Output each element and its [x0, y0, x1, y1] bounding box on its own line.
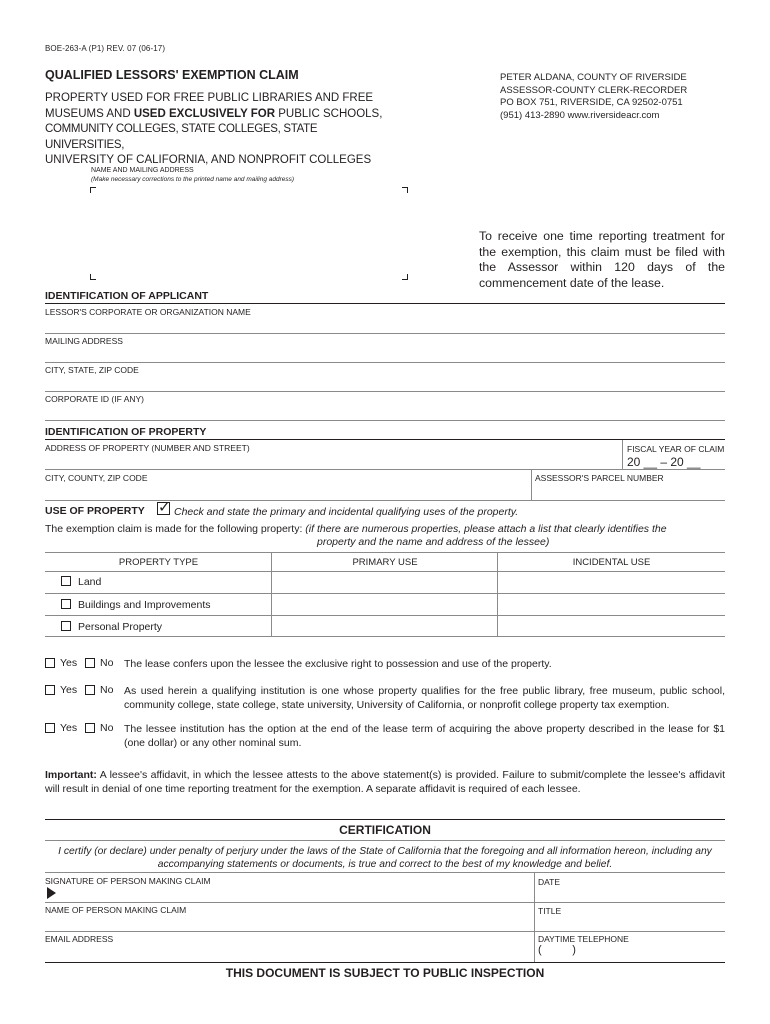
divider [45, 872, 725, 873]
assessor-line-4: (951) 413-2890 www.riversideacr.com [500, 109, 660, 121]
assessor-line-2: ASSESSOR-COUNTY CLERK-RECORDER [500, 84, 688, 96]
header-property-type: PROPERTY TYPE [118, 557, 199, 568]
q2-yes-label: Yes [60, 684, 78, 696]
property-divider [45, 439, 725, 440]
fiscal-year-field[interactable]: 20 __ – 20 __ [627, 455, 701, 469]
address-corner-tr [402, 187, 408, 193]
divider [45, 420, 725, 421]
address-box-label: NAME AND MAILING ADDRESS [91, 167, 194, 174]
mailing-address-area[interactable] [92, 190, 400, 272]
property-city-label: CITY, COUNTY, ZIP CODE [45, 473, 148, 483]
land-primary-use[interactable] [273, 572, 496, 593]
row-label-land: Land [78, 576, 102, 588]
q1-yes-label: Yes [60, 657, 78, 669]
divider [45, 636, 725, 637]
q3-no-label: No [100, 722, 114, 734]
applicant-heading: IDENTIFICATION OF APPLICANT [45, 290, 209, 302]
divider [45, 469, 725, 470]
signature-field[interactable] [60, 886, 530, 901]
land-checkbox[interactable] [61, 576, 71, 586]
subtitle-line-3: COMMUNITY COLLEGES, STATE COLLEGES, STATE UNIVERSITIES, [45, 123, 318, 151]
property-address-field[interactable] [45, 454, 620, 468]
parcel-number-label: ASSESSOR'S PARCEL NUMBER [535, 473, 664, 483]
property-heading: IDENTIFICATION OF PROPERTY [45, 426, 207, 438]
row-label-personal-property: Personal Property [78, 621, 163, 633]
form-subtitle [45, 91, 395, 169]
lessor-name-label: LESSOR'S CORPORATE OR ORGANIZATION NAME [45, 307, 251, 317]
subtitle-line-2: MUSEUMS AND USED EXCLUSIVELY FOR PUBLIC SCHOOLS, [45, 107, 383, 120]
property-city-field[interactable] [45, 484, 530, 499]
q2-no-label: No [100, 684, 114, 696]
certification-text: I certify (or declare) under penalty of perjury under the laws of the State of California that the foregoing and all information hereon, including any accompanying statements or documents, is true and correct to the best of my knowledge and belief. [58, 846, 712, 870]
phone-label: DAYTIME TELEPHONE [538, 934, 629, 944]
claim-text-2: property and the name and address of the lessee) [317, 536, 550, 548]
address-box-hint: (Make necessary corrections to the printed name and mailing address) [91, 176, 295, 183]
corporate-id-label: CORPORATE ID (IF ANY) [45, 394, 145, 404]
divider [45, 552, 725, 553]
check-mark-icon: ✓ [158, 498, 171, 516]
property-address-label: ADDRESS OF PROPERTY (NUMBER AND STREET) [45, 443, 250, 453]
assessor-line-3: PO BOX 751, RIVERSIDE, CA 92502-0751 [500, 97, 683, 108]
divider [45, 391, 725, 392]
date-field[interactable] [538, 887, 724, 901]
divider [534, 873, 535, 963]
divider [45, 962, 725, 963]
q3-yes-checkbox[interactable] [45, 723, 55, 733]
q1-text: The lease confers upon the lessee the exclusive right to possession and use of the property. [124, 658, 552, 670]
use-instruction: Check and state the primary and incidental qualifying uses of the property. [174, 506, 519, 518]
important-notice: Important: A lessee's affidavit, in which the lessee attests to the above statement(s) is provided. Failure to submit/complete the lessee's affidavit will result in denial of one time reporting treatment for the exemption. A separate affidavit is required of each lessee. [45, 769, 725, 795]
header-primary-use: PRIMARY USE [352, 557, 418, 568]
date-label: DATE [538, 877, 561, 887]
divider [497, 552, 498, 636]
q2-text: As used herein a qualifying institution is one whose property qualifies for the free public library, free museum, public school, community college, state college, state university, University of California, or nonprofit college property tax exemption. [124, 685, 725, 711]
divider [45, 840, 725, 841]
email-label: EMAIL ADDRESS [45, 934, 114, 944]
personal-primary-use[interactable] [273, 616, 496, 636]
divider [271, 552, 272, 636]
assessor-block [500, 72, 687, 122]
address-corner-br [402, 274, 408, 280]
phone-field[interactable]: ( ) [538, 944, 576, 956]
q1-yes-checkbox[interactable] [45, 658, 55, 668]
form-title: QUALIFIED LESSORS' EXEMPTION CLAIM [45, 68, 299, 82]
parcel-number-field[interactable] [535, 484, 725, 499]
buildings-incidental-use[interactable] [499, 594, 724, 615]
filing-notice: To receive one time reporting treatment for the exemption, this claim must be filed with the Assessor within 120 days of the commencement date of the lease. [479, 229, 725, 291]
signature-label: SIGNATURE OF PERSON MAKING CLAIM [45, 876, 211, 886]
claim-text: The exemption claim is made for the following property: (if there are numerous properties, please attach a list that clearly identifies the [45, 523, 667, 535]
corporate-id-field[interactable] [45, 405, 725, 420]
fiscal-year-label: FISCAL YEAR OF CLAIM [627, 444, 725, 454]
divider [531, 470, 532, 500]
city-state-zip-field[interactable] [45, 376, 725, 391]
divider [45, 333, 725, 334]
assessor-line-1: PETER ALDANA, COUNTY OF RIVERSIDE [500, 72, 687, 83]
q2-yes-checkbox[interactable] [45, 685, 55, 695]
city-state-zip-label: CITY, STATE, ZIP CODE [45, 365, 139, 375]
public-inspection-footer: THIS DOCUMENT IS SUBJECT TO PUBLIC INSPECTION [225, 966, 545, 980]
row-label-buildings: Buildings and Improvements [78, 599, 211, 611]
divider [45, 819, 725, 820]
land-incidental-use[interactable] [499, 572, 724, 593]
mailing-address-field[interactable] [45, 347, 725, 362]
q1-no-label: No [100, 657, 114, 669]
form-id: BOE-263-A (P1) REV. 07 (06-17) [45, 44, 166, 53]
personal-property-checkbox[interactable] [61, 621, 71, 631]
q2-no-checkbox[interactable] [85, 685, 95, 695]
divider [45, 931, 725, 932]
q3-yes-label: Yes [60, 722, 78, 734]
name-label: NAME OF PERSON MAKING CLAIM [45, 905, 187, 915]
divider [622, 440, 623, 469]
applicant-divider [45, 303, 725, 304]
name-field[interactable] [45, 916, 530, 931]
buildings-primary-use[interactable] [273, 594, 496, 615]
certification-heading: CERTIFICATION [339, 823, 431, 837]
mailing-address-label: MAILING ADDRESS [45, 336, 123, 346]
title-field[interactable] [538, 916, 724, 931]
buildings-checkbox[interactable] [61, 599, 71, 609]
title-label: TITLE [538, 906, 562, 916]
signature-arrow-icon [47, 887, 56, 899]
email-field[interactable] [45, 945, 530, 961]
q3-no-checkbox[interactable] [85, 723, 95, 733]
personal-incidental-use[interactable] [499, 616, 724, 636]
divider [45, 362, 725, 363]
q1-no-checkbox[interactable] [85, 658, 95, 668]
header-incidental-use: INCIDENTAL USE [572, 557, 651, 568]
subtitle-line-1: PROPERTY USED FOR FREE PUBLIC LIBRARIES AND FREE [45, 92, 374, 104]
lessor-name-field[interactable] [45, 318, 725, 333]
use-heading: USE OF PROPERTY [45, 505, 145, 517]
address-corner-bl [90, 274, 96, 280]
subtitle-line-4: UNIVERSITY OF CALIFORNIA, AND NONPROFIT COLLEGES [45, 154, 372, 166]
divider [45, 500, 725, 501]
q3-text: The lessee institution has the option at the end of the lease term of acquiring the above property described in the lease for $1 (one dollar) or any other nominal sum. [124, 723, 725, 749]
divider [45, 902, 725, 903]
